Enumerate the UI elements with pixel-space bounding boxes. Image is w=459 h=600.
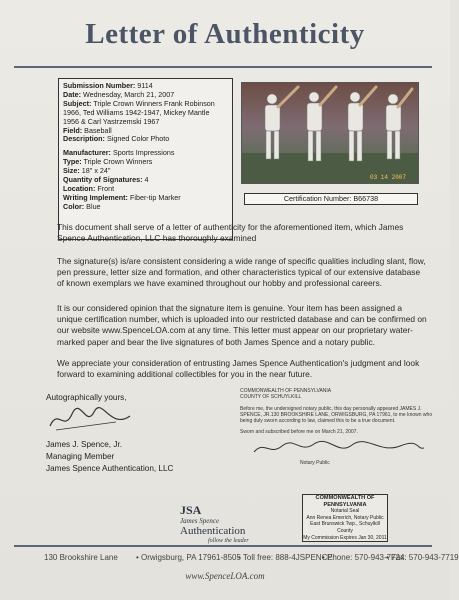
notary-county: COUNTY OF SCHUYLKILL	[240, 394, 302, 401]
svg-text:JSA: JSA	[180, 503, 202, 517]
notarial-seal: COMMONWEALTH OF PENNSYLVANIA Notarial Seal Ann Renea Emerich, Notary Public East Brunswick Twp., Schuylkill County My Commission Expires Jan 30, 2011	[303, 495, 387, 541]
notary-signature	[240, 436, 430, 458]
subject-row-1: Subject: Triple Crown Winners Frank Robinson	[63, 98, 215, 108]
date-row: Date: Wednesday, March 21, 2007	[63, 89, 175, 99]
size-row: Size: 18" x 24"	[63, 166, 111, 176]
signer-company: James Spence Authentication, LLC	[46, 464, 174, 473]
jsa-logo-mark	[178, 502, 268, 544]
footer-tollfree: • Toll free: 888-4JSPENCE	[238, 553, 333, 562]
handwritten-signature	[46, 404, 136, 434]
subject-row-2: 1966, Ted Williams 1942-1947, Mickey Mantle	[63, 107, 210, 117]
notary-block	[240, 388, 436, 466]
paragraph-3: It is our considered opinion that the signature item is genuine. Your item has been assigned a unique certification number, which is uploaded into our restricted database and can be confirmed on our website www.SpenceLOA.com at any time. This letter must appear on our proprietary water-marked paper and bear the live signatures of both James Spence and a notary public.	[57, 303, 427, 347]
type-row: Type: Triple Crown Winners	[63, 157, 153, 167]
notary-public-label: Notary Public	[300, 460, 330, 467]
footer-city: • Orwigsburg, PA 17961-8505	[136, 553, 241, 562]
paragraph-4: We appreciate your consideration of entrusting James Spence Authentication's judgment and look forward to examining additional collectibles for you in the near future.	[57, 358, 420, 380]
players-photo-image	[242, 83, 418, 183]
signed-photo	[241, 82, 419, 184]
color-row: Color: Blue	[63, 201, 101, 211]
location-row: Location: Front	[63, 183, 115, 193]
footer-website: www.SpenceLOA.com	[185, 571, 265, 581]
writing-implement-row: Writing Implement: Fiber-tip Marker	[63, 192, 181, 202]
footer-address: 130 Brookshire Lane	[44, 553, 118, 562]
paragraph-1: This document shall serve of a letter of authenticity for the aforementioned item, which James Spence Authentication, LLC has thoroughly examined	[57, 222, 404, 244]
signer-name: James J. Spence, Jr.	[46, 440, 122, 449]
item-details-box	[58, 78, 233, 240]
notary-commonwealth: COMMONWEALTH OF PENNSYLVANIA	[240, 388, 332, 394]
letter-title: Letter of Authenticity	[85, 18, 365, 50]
jsa-logo	[178, 502, 268, 549]
notary-statement: Before me, the undersigned notary public, this day personally appeared JAMES J. SPENCE, JR.130 BROOKSHIRE LANE, ORWIGSBURG, PA 17961, to me known who being duly sworn according to law, claimed this to be a true document.	[240, 405, 433, 425]
signer-title: Managing Member	[46, 452, 115, 461]
subject-row-3: 1956 & Carl Yastrzemski 1967	[63, 116, 160, 126]
closing-salutation: Autographically yours,	[46, 393, 127, 402]
quantity-row: Quantity of Signatures: 4	[63, 175, 149, 185]
certification-number-box: Certification Number: B66738	[244, 193, 418, 205]
submission-number-row: Submission Number: 9114	[63, 81, 153, 90]
manufacturer-row: Manufacturer: Sports Impressions	[63, 148, 175, 158]
svg-text:follow the leader: follow the leader	[208, 538, 249, 544]
title-divider	[14, 66, 432, 68]
description-row: Description: Signed Color Photo	[63, 134, 170, 144]
footer-divider	[14, 545, 432, 547]
svg-text:Authentication: Authentication	[180, 525, 246, 537]
paragraph-2: The signature(s) is/are consistent considering a wide range of specific qualities including slant, flow, pen pressure, letter size and formation, and other characteristics typical of our extensive database of known exemplars we have examined throughout our hobby and professional careers.	[57, 256, 426, 289]
footer-phone: • Phone: 570-943-7724	[322, 553, 405, 562]
footer-fax: • Fax: 570-943-7719	[386, 553, 459, 562]
closing-block	[46, 392, 226, 475]
field-row: Field: Baseball	[63, 125, 112, 135]
photo-date-stamp: 03 14 2007	[369, 174, 406, 181]
notary-sworn: Sworn and subscribed before me on March 21, 2007.	[240, 429, 358, 436]
svg-text:James Spence: James Spence	[180, 517, 220, 525]
